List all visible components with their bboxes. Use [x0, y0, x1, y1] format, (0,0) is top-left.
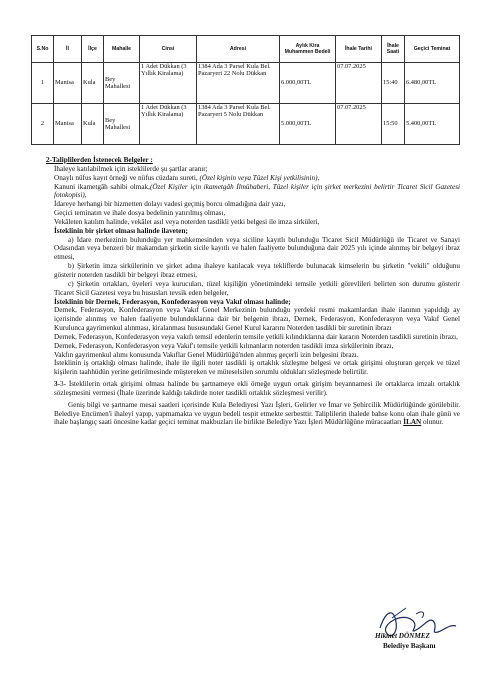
partnership-item: İsteklinin iş ortaklığı olması halinde, ihale ile ilgili noter tasdikli iş ortaklık sözleşme belgesi ve ortak girişimi oluşturan gerçek ve tüzel kişilerin taahhüdün yerine getirilmesinde müştereken ve müteselsilen sorumlu oldukları sözleşmede belirtilir. — [54, 359, 460, 377]
cell-teminat: 6.480,00TL — [405, 63, 460, 104]
cell-cinsi: 1 Adet Dükkan (3 Yıllık Kiralama) — [140, 104, 197, 145]
section-2-title: 2-Taliplilerden İstenecek Belgeler : — [46, 156, 153, 164]
association-item: Vakfın gayrimenkul alımı konusunda Vakıflar Genel Müdürlüğü'nden alınmış geçerli izin belgesini ibrazı. — [54, 350, 359, 359]
cell-cinsi: 1 Adet Dükkan (3 Yıllık Kiralama) — [140, 63, 197, 104]
cell-sno: 1 — [32, 63, 54, 104]
header-bedel: Aylık Kira Muhammen Bedeli — [280, 36, 336, 63]
cell-il: Manisa — [54, 63, 82, 104]
section-3-label: 3- — [54, 380, 60, 389]
cell-bedel: 5.000,00TL — [280, 104, 336, 145]
cell-mahalle: Bey Mahallesi — [104, 63, 140, 104]
cell-adres: 1384 Ada 3 Parsel Kula Bel. Pazaryeri 5 Nolu Dükkan — [197, 104, 280, 145]
header-saat: İhale Saati — [382, 36, 405, 63]
section-3-body: 3- İsteklilerin ortak girişimi olması halinde bu şartnameye ekli örneğe uygun ortak girişim beyannamesi ile ortaklarca imzalı ortaklık sözleşmesini vermesi (İhale üzerinde kaldığı takdirde noter tasdikli ortaklık sözleşmesi verilir). — [54, 380, 460, 397]
cell-mahalle: Bey Mahallesi — [104, 104, 140, 145]
association-item: Dernek, Federasyon, Konfederasyon veya Vakıf Genel Merkezinin bulunduğu yerdeki resmi makamlardan ihale ilanının yapıldığı ay içerisinde alınmış ve halen faaliyette bulunduklarına dair bir belgenin ibrazı, Dernek, Federasyon, Konfederasyon veya Vakıf Genel Kurulunca gayrimenkul alınması, kiralanması hususundaki Genel Kurul kararını Noterden tasdikli bir suretinin ibrazı — [54, 306, 460, 333]
company-heading: İsteklinin bir şirket olması halinde ilaveten; — [54, 226, 188, 235]
header-sno: S.No — [32, 36, 54, 63]
requirement-line: İhaleye katılabilmek için isteklilerde şu şartlar aranır; — [54, 164, 208, 173]
table-row — [32, 104, 460, 145]
cell-sno: 2 — [32, 104, 54, 145]
ihale-table — [31, 35, 460, 145]
cell-adres: 1384 Ada 3 Parsel Kula Bel. Pazaryeri 22 Nolu Dükkan — [197, 63, 280, 104]
association-heading: İsteklinin bir Dernek, Federasyon, Konfederasyon veya Vakıf olması halinde; — [54, 297, 291, 306]
cell-ilce: Kula — [82, 104, 104, 145]
requirement-note: (Özel Kişiler için ikametgâh İlmühaberi, Tüzel kişiler için şirket merkezini belirtir Ticaret Sicil Gazetesi fotokopisi), — [54, 182, 461, 200]
ilan-word: İLAN — [403, 418, 422, 427]
cell-bedel: 6.000,00TL — [280, 63, 336, 104]
signature-name: Hikmet DÖNMEZ — [375, 632, 430, 640]
signature-title: Belediye Başkanı — [383, 642, 436, 650]
association-item: Dernek, Federasyon, Konfederasyon veya Vakıf'ı temsile yetkili kılınanların noterden tasdikli imza sirkülerinin ibrazı, — [54, 341, 394, 350]
closing-text: Geniş bilgi ve şartname mesai saatleri içerisinde Kula Belediyesi Yazı İşleri, Gelirler ve İmar ve Şehircilik Müdürlüğünde görülebilir. Belediye Encümen'i ihaleyi yapıp, yapmamakta ve uygun bedeli tespit etmekte serbesttir. Taliplilerin ihalede bahse konu olan ihale günü ve ihale başlangıç saati öncesine kadar geçici teminat makbuzları ile birlikte Belediye Yazı İşleri Müdürlüğüne müracaatları — [54, 400, 460, 427]
cell-saat: 15:50 — [382, 104, 405, 145]
header-adresi: Adresi — [197, 36, 280, 63]
cell-teminat: 5.400,00TL — [405, 104, 460, 145]
section-3-text — [54, 380, 460, 398]
header-tarih: İhale Tarihi — [336, 36, 382, 63]
requirement-line: Geçici teminatın ve ihale dosya bedelinin yatırılmış olması, — [54, 209, 226, 218]
cell-il: Manisa — [54, 104, 82, 145]
cell-ilce: Kula — [82, 63, 104, 104]
header-cinsi: Cinsi — [140, 36, 197, 63]
header-ilce: İlçe — [82, 36, 104, 63]
company-item-a: a) İdare merkezinin bulunduğu yer mahkemesinden veya siciline kayıtlı bulunduğu Ticaret Sicil Müdürlüğü ile Ticaret ve Sanayi Odasından veya benzeri bir makamdan şirketin sicile kayıtlı ve halen faaliyette bulunduğuna dair 2025 yılı içinde alınmış bir belgeyi ibraz etmesi, — [54, 235, 460, 262]
document-body — [46, 156, 461, 427]
requirement-text: Kanuni ikametgâh sahibi olmak, — [54, 182, 150, 191]
closing-paragraph — [54, 401, 460, 428]
requirement-line — [54, 174, 460, 183]
table-row — [32, 63, 460, 104]
cell-tarih: 07.07.2025 — [336, 104, 382, 145]
requirement-line: Vekâleten katılım halinde, vekâlet asıl veya noterden tasdikli yetki belgesi ile imza sirküleri, — [54, 217, 320, 226]
requirement-line — [54, 183, 460, 201]
association-item: Dernek, Federasyon, Konfederasyon veya vakıfı temsil edenlerin temsile yetkili kılındıklarına dair kararın Noterden tasdikli suretinin ibrazı, — [54, 332, 458, 341]
header-mahalle: Mahalle — [104, 36, 140, 63]
requirement-note: (Özel kişinin veya Tüzel Kişi yetkilisinin), — [199, 173, 320, 182]
requirement-line: İdareye herhangi bir hizmetten dolayı vadesi geçmiş borcu olmadığına dair yazı, — [54, 200, 286, 209]
company-item-c: c) Şirketin ortakları, üyeleri veya kurucuları, tüzel kişiliğin yönetimindeki temsile yetkili görevlileri belirten son durumu gösterir Ticaret Sicil Gazetesi veya bu hususları tevsik eden belgeler, — [54, 279, 460, 297]
company-item-b: b) Şirketin imza sirkülerinin ve şirket adına ihaleye katılacak veya tekliflerde bulunacak kimselerin bu şirketin "vekili" olduğunu gösterir noterden tasdikli bir belgeyi ibraz etmesi, — [54, 262, 460, 279]
table-header-row — [32, 36, 460, 63]
cell-tarih: 07.07.2025 — [336, 63, 382, 104]
requirement-text: Onaylı nüfus kayıt örneği ve nüfus cüzdanı sureti, — [54, 173, 200, 182]
header-il: İl — [54, 36, 82, 63]
cell-saat: 15:40 — [382, 63, 405, 104]
closing-end: olunur. — [421, 418, 444, 427]
header-teminat: Geçici Teminat — [405, 36, 460, 63]
